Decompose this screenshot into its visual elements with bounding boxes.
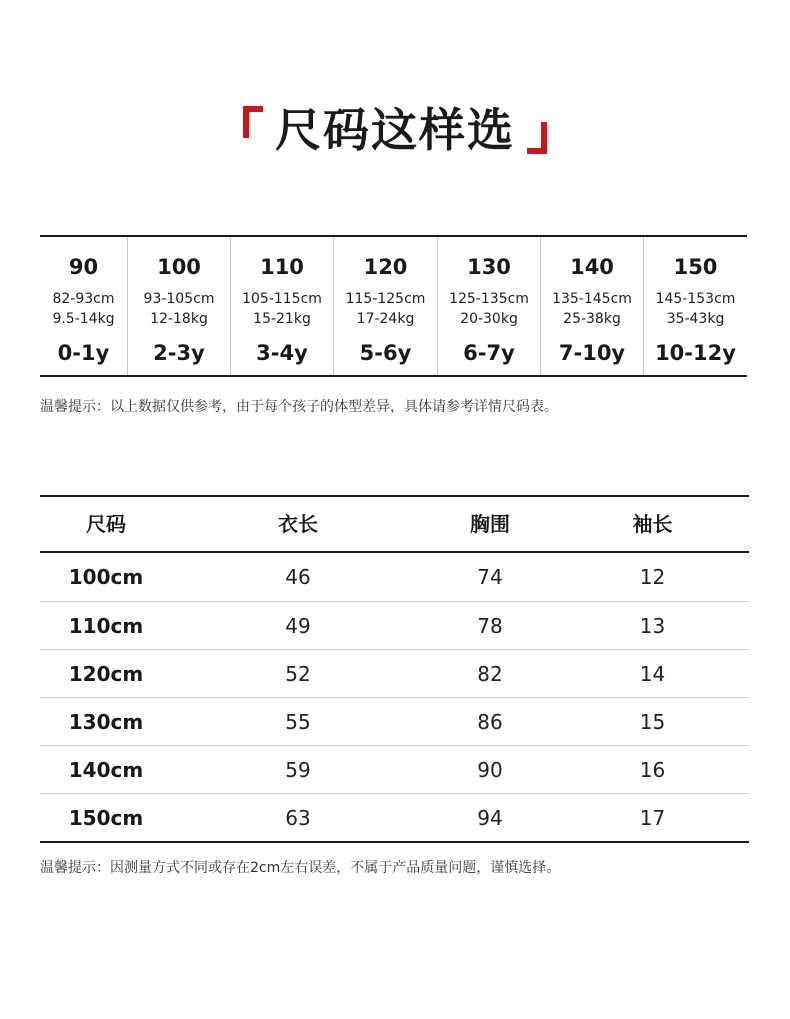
cell-size: 100cm [68, 565, 144, 589]
page-title: 尺码这样选 [275, 103, 515, 157]
age-column-height: 93-105cm [143, 291, 215, 307]
age-column-age: 0-1y [57, 341, 110, 365]
age-column-age: 10-12y [655, 341, 736, 365]
cell-size: 120cm [68, 661, 144, 686]
age-column [230, 237, 333, 375]
age-column [333, 237, 437, 375]
age-column-weight: 25-38kg [563, 311, 621, 327]
age-column-weight: 12-18kg [150, 311, 208, 327]
age-column-weight: 35-43kg [666, 311, 725, 327]
cell-length: 63 [285, 805, 311, 830]
age-column-weight: 20-30kg [460, 311, 518, 327]
age-column-weight: 15-21kg [253, 311, 311, 327]
table-row [40, 649, 749, 697]
age-column-height: 135-145cm [552, 291, 632, 307]
cell-chest: 74 [477, 565, 503, 589]
age-column [40, 237, 127, 375]
age-column-age: 3-4y [256, 341, 308, 365]
age-column-size: 130 [467, 255, 511, 279]
header-size: 尺码 [86, 512, 126, 536]
left-bracket-icon [243, 106, 263, 138]
cell-sleeve: 17 [639, 805, 666, 830]
age-column-size: 150 [673, 255, 718, 279]
cell-length: 55 [285, 709, 311, 734]
age-column-size: 120 [363, 255, 408, 279]
age-column-height: 105-115cm [242, 291, 322, 307]
table-row [40, 601, 749, 649]
age-column-age: 7-10y [558, 341, 626, 365]
age-column [643, 237, 747, 375]
age-column-age: 5-6y [359, 341, 412, 365]
cell-sleeve: 12 [639, 565, 666, 589]
age-column-age: 6-7y [463, 341, 515, 365]
cell-size: 140cm [68, 757, 144, 782]
cell-sleeve: 14 [639, 661, 666, 686]
measurement-tip-note: 温馨提示：因测量方式不同或存在2cm左右误差，不属于产品质量问题，谨慎选择。 [40, 860, 561, 876]
age-column-size: 90 [68, 255, 99, 279]
age-column-size: 100 [157, 255, 201, 279]
age-column-age: 2-3y [153, 341, 205, 365]
age-column [437, 237, 540, 375]
table-row [40, 553, 749, 601]
table-row [40, 745, 749, 793]
cell-chest: 86 [477, 709, 503, 734]
header-chest: 胸围 [470, 512, 510, 536]
cell-sleeve: 15 [639, 709, 666, 734]
table-header-row [40, 497, 749, 553]
age-column [540, 237, 643, 375]
age-size-table [40, 235, 747, 377]
header-sleeve: 袖长 [632, 512, 673, 536]
cell-length: 52 [285, 661, 311, 686]
age-column-height: 145-153cm [655, 291, 736, 307]
age-column-size: 140 [570, 255, 614, 279]
age-column-size: 110 [260, 255, 304, 279]
size-tip-note: 温馨提示：以上数据仅供参考，由于每个孩子的体型差异，具体请参考详情尺码表。 [40, 399, 558, 415]
header-length: 衣长 [278, 512, 318, 536]
age-column [127, 237, 230, 375]
cell-chest: 82 [477, 661, 503, 686]
age-column-height: 82-93cm [52, 291, 115, 307]
cell-length: 59 [285, 757, 311, 782]
measurement-table [40, 495, 749, 843]
age-column-height: 115-125cm [345, 291, 426, 307]
cell-sleeve: 16 [639, 757, 666, 782]
cell-size: 150cm [68, 805, 144, 830]
title-section [0, 98, 790, 168]
table-row [40, 697, 749, 745]
cell-size: 130cm [68, 709, 144, 734]
age-column-weight: 9.5-14kg [52, 311, 115, 327]
cell-chest: 94 [477, 805, 503, 830]
cell-size: 110cm [68, 613, 144, 638]
title-container [235, 98, 555, 162]
cell-chest: 90 [477, 757, 503, 782]
age-column-height: 125-135cm [449, 291, 529, 307]
cell-length: 46 [285, 565, 311, 589]
table-body [40, 553, 749, 841]
table-row [40, 793, 749, 841]
cell-chest: 78 [477, 613, 503, 638]
cell-sleeve: 13 [639, 613, 666, 638]
cell-length: 49 [285, 613, 311, 638]
age-column-weight: 17-24kg [356, 311, 415, 327]
right-bracket-icon [527, 122, 547, 154]
